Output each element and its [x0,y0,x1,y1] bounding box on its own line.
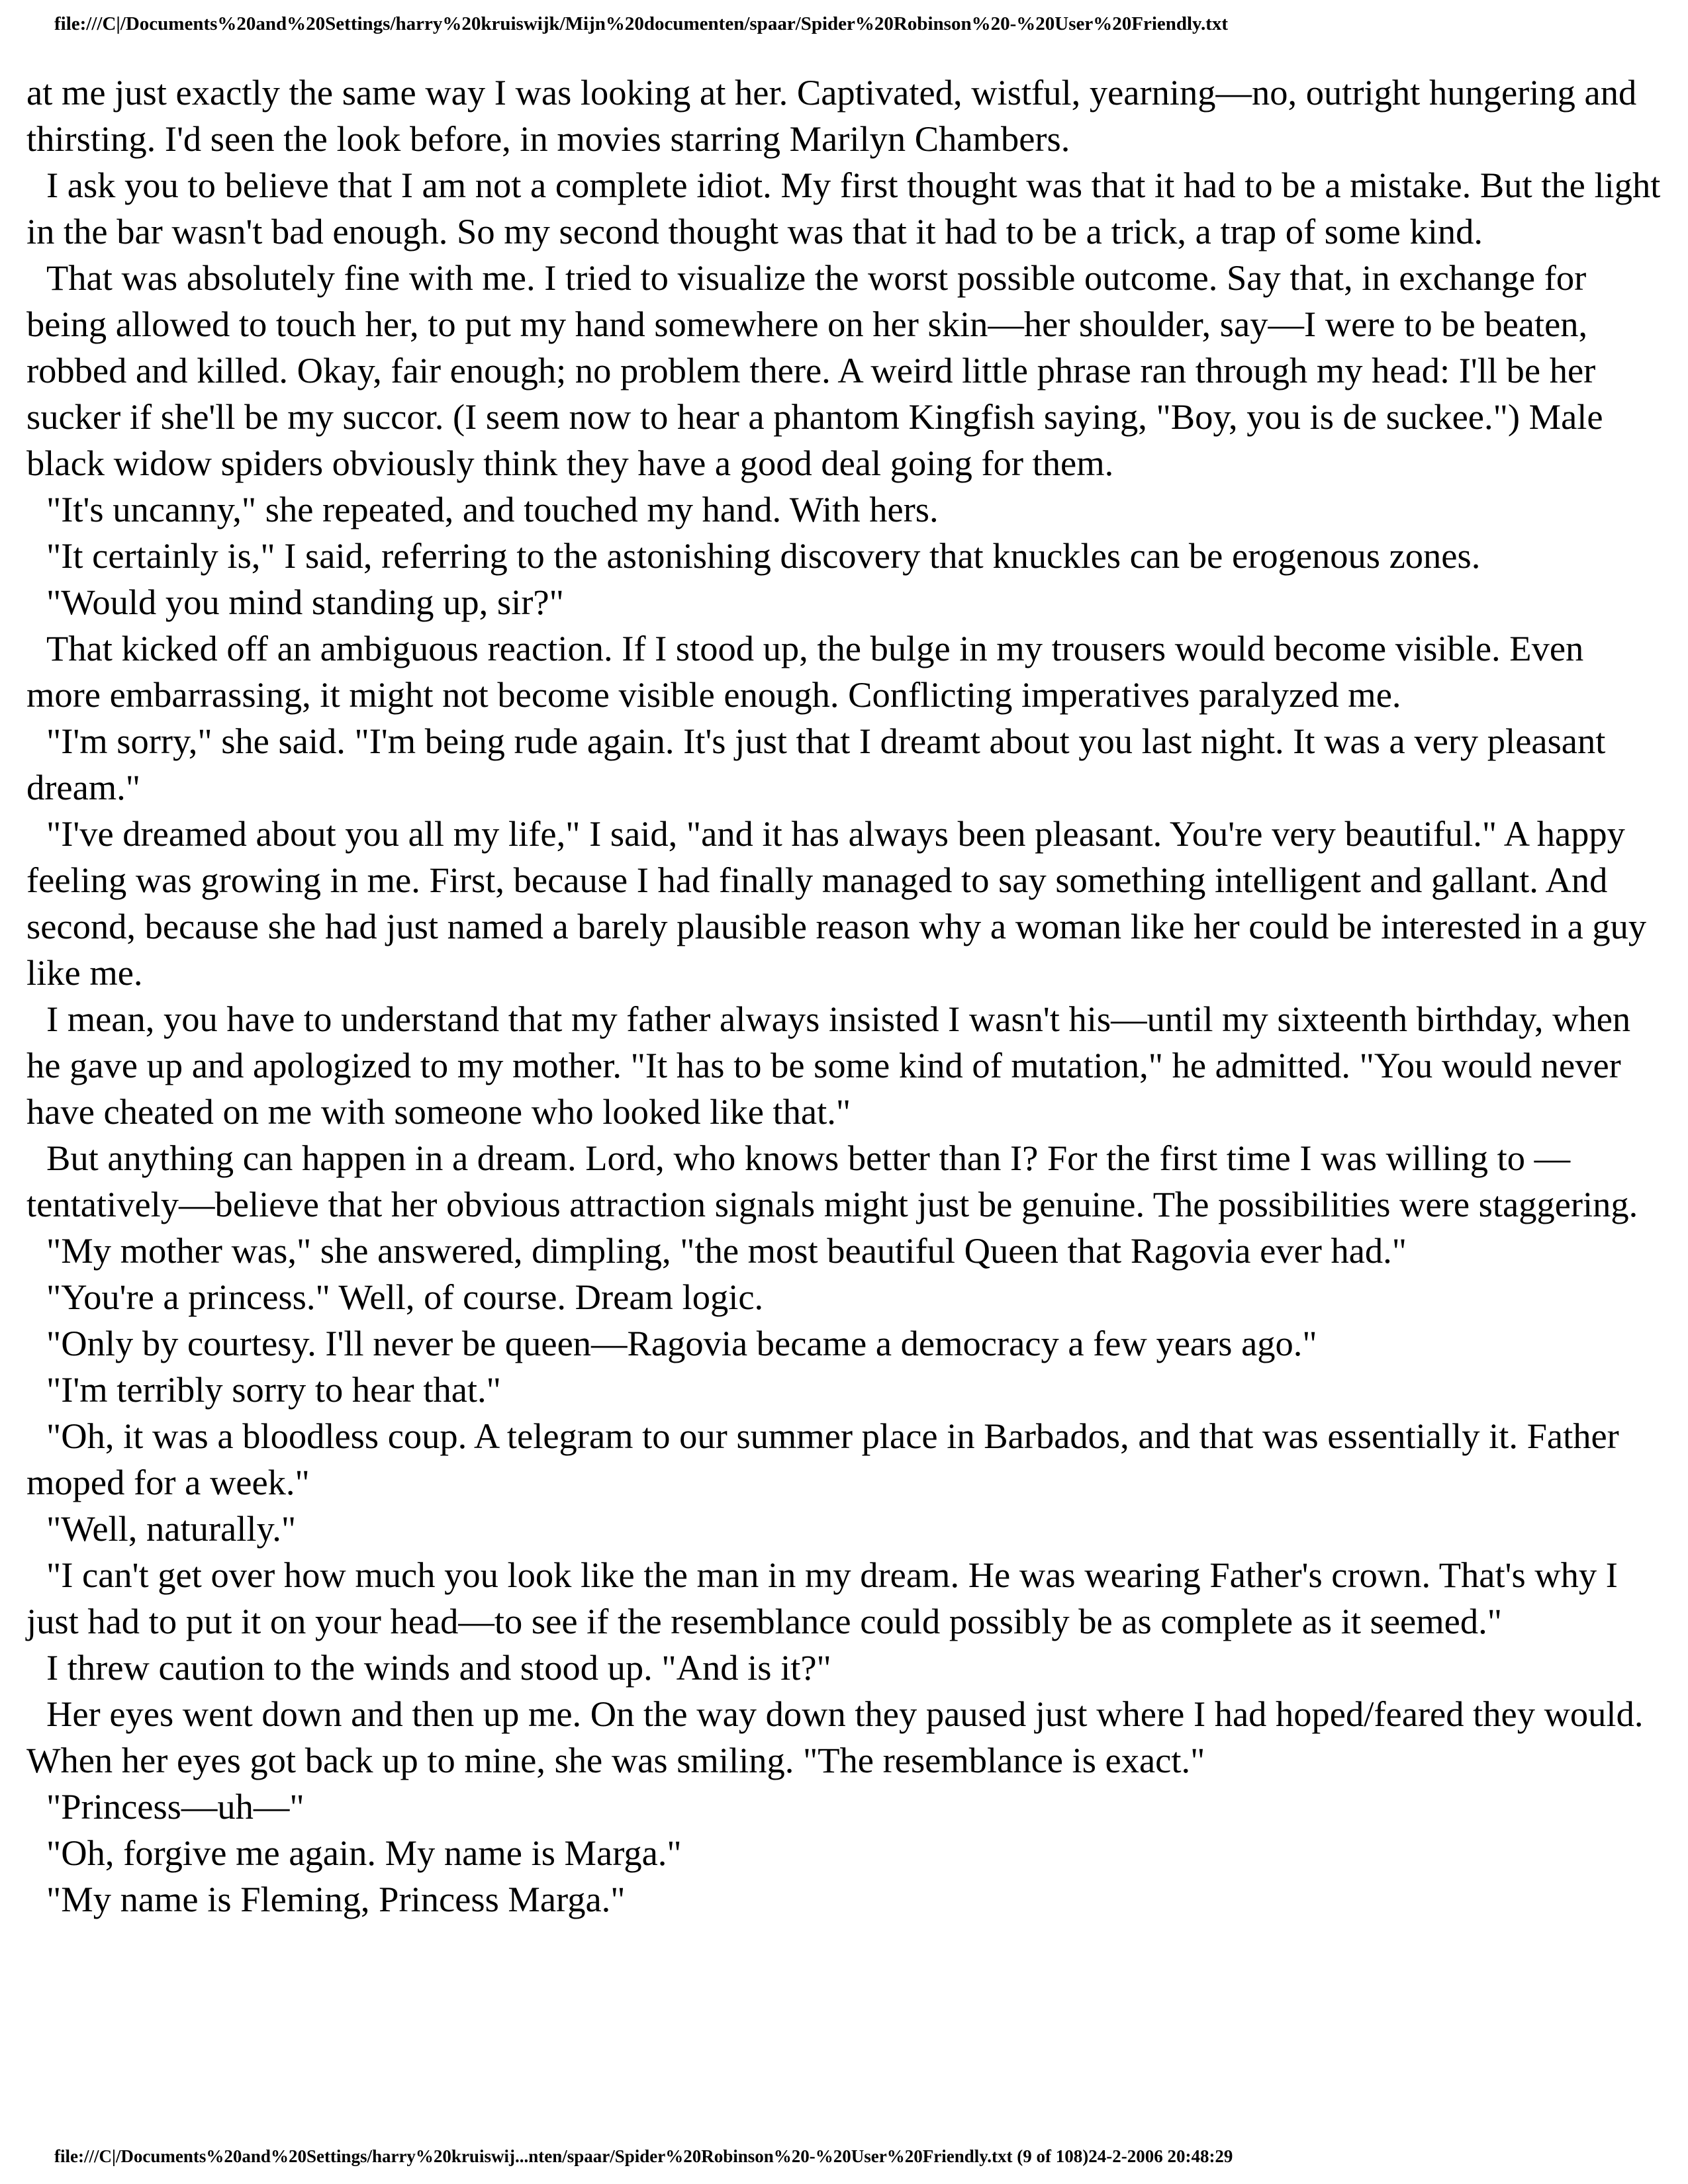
paragraph: I ask you to believe that I am not a complete idiot. My first thought was that it had to be a mistake. But the light in the bar wasn't bad enough. So my second thought was that it had to be a trick, a trap of some kind. [26,165,1661,251]
paragraph: "Oh, it was a bloodless coup. A telegram to our summer place in Barbados, and that was essentially it. Father moped for a week." [26,1416,1619,1502]
paragraph: "You're a princess." Well, of course. Dream logic. [46,1277,764,1317]
paragraph: I threw caution to the winds and stood up. "And is it?" [46,1647,831,1688]
document-body [26,69,1662,1923]
paragraph: at me just exactly the same way I was looking at her. Captivated, wistful, yearning—no, outright hungering and thirsting. I'd seen the look before, in movies starring Marilyn Chambers. [26,72,1637,159]
paragraph: "My mother was," she answered, dimpling, "the most beautiful Queen that Ragovia ever had." [46,1230,1407,1271]
paragraph: "I can't get over how much you look like the man in my dream. He was wearing Father's crown. That's why I just had to put it on your head—to see if the resemblance could possibly be as complete as it seemed." [26,1555,1618,1641]
paragraph: "My name is Fleming, Princess Marga." [46,1879,626,1919]
paragraph: "Well, naturally." [46,1508,297,1549]
paragraph: "I'm terribly sorry to hear that." [46,1369,501,1410]
header-file-path: file:///C|/Documents%20and%20Settings/harry%20kruiswijk/Mijn%20documenten/spaar/Spider%20Robinson%20-%20User%20Friendly.txt [54,13,1229,34]
paragraph: "Princess—uh—" [46,1786,305,1827]
paragraph: "Oh, forgive me again. My name is Marga." [46,1833,682,1873]
paragraph: But anything can happen in a dream. Lord, who knows better than I? For the first time I was willing to —tentatively—believe that her obvious attraction signals might just be genuine. The possibilities were staggering. [26,1138,1638,1224]
footer-file-path: file:///C|/Documents%20and%20Settings/harry%20kruiswij...nten/spaar/Spider%20Robinson%20-%20User%20Friendly.txt (9 of 108)24-2-2006 20:48:29 [54,2146,1233,2166]
paragraph: "It certainly is," I said, referring to the astonishing discovery that knuckles can be erogenous zones. [46,535,1481,576]
paragraph: "I've dreamed about you all my life," I said, "and it has always been pleasant. You're very beautiful." A happy feeling was growing in me. First, because I had finally managed to say something intelligent and gallant. And second, because she had just named a barely plausible reason why a woman like her could be interested in a guy like me. [26,813,1647,993]
paragraph: That kicked off an ambiguous reaction. If I stood up, the bulge in my trousers would become visible. Even more embarrassing, it might not become visible enough. Conflicting imperatives paralyzed me. [26,628,1584,715]
paragraph: I mean, you have to understand that my father always insisted I wasn't his—until my sixteenth birthday, when he gave up and apologized to my mother. "It has to be some kind of mutation," he admitted. "You would never have cheated on me with someone who looked like that." [26,999,1631,1132]
paragraph: "Only by courtesy. I'll never be queen—Ragovia became a democracy a few years ago." [46,1323,1317,1363]
paragraph: "It's uncanny," she repeated, and touched my hand. With hers. [46,489,939,529]
paragraph: "Would you mind standing up, sir?" [46,582,564,622]
paragraph: "I'm sorry," she said. "I'm being rude again. It's just that I dreamt about you last night. It was a very pleasant dream." [26,721,1606,807]
paragraph: That was absolutely fine with me. I tried to visualize the worst possible outcome. Say that, in exchange for being allowed to touch her, to put my hand somewhere on her skin—her shoulder, say—I were to be beaten, robbed and killed. Okay, fair enough; no problem there. A weird little phrase ran through my head: I'll be her sucker if she'll be my succor. (I seem now to hear a phantom Kingfish saying, "Boy, you is de suckee.") Male black widow spiders obviously think they have a good deal going for them. [26,257,1603,483]
paragraph: Her eyes went down and then up me. On the way down they paused just where I had hoped/feared they would. When her eyes got back up to mine, she was smiling. "The resemblance is exact." [26,1694,1644,1780]
